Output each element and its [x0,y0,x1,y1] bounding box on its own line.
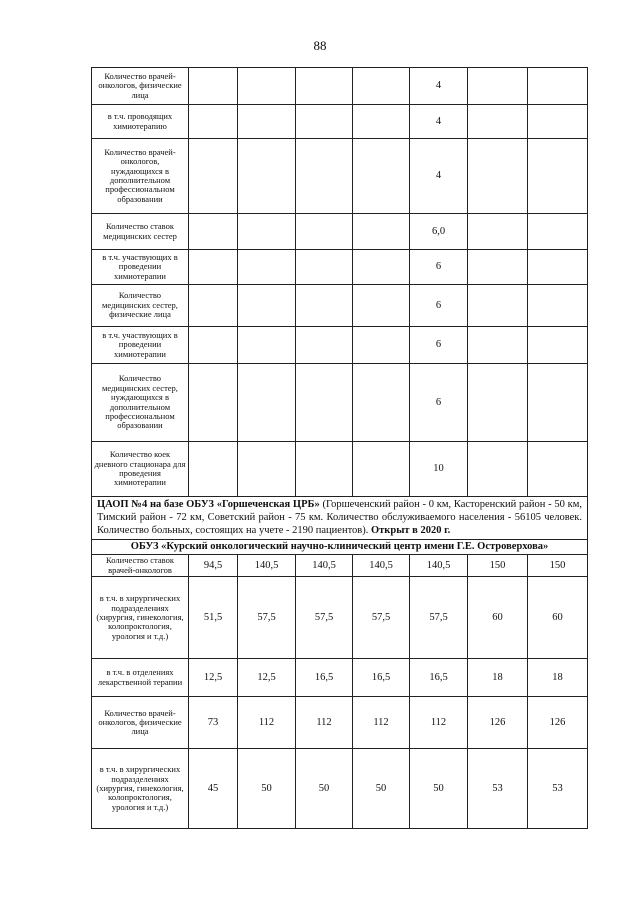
table-cell: 50 [296,749,353,829]
table-cell: 126 [528,697,588,749]
table-row [92,697,588,749]
table-cell: 16,5 [353,659,410,697]
table-cell [238,250,296,285]
page-number: 88 [313,38,327,53]
row-label: Количество коек дневного стационара для проведения химиотерапии [92,442,189,497]
table-cell: 6,0 [410,214,468,250]
row-label: в т.ч. участвующих в проведении химиотерапии [92,250,189,285]
table-cell [468,250,528,285]
table-cell [296,68,353,105]
row-label: Количество медицинских сестер, нуждающихся в дополнительном профессиональном образовании [92,364,189,442]
table-cell: 51,5 [189,577,238,659]
table-cell [296,285,353,327]
table-cell: 6 [410,364,468,442]
table-cell: 126 [468,697,528,749]
table-row [92,327,588,364]
staffing-table [91,67,588,829]
table-cell [468,327,528,364]
table-cell: 6 [410,285,468,327]
row-label: Количество ставок врачей-онкологов [92,555,189,577]
table-cell [238,214,296,250]
table-cell: 140,5 [238,555,296,577]
table-cell: 60 [528,577,588,659]
table-cell: 4 [410,139,468,214]
table-cell: 16,5 [410,659,468,697]
row-label: в т.ч. проводящих химиотерапию [92,105,189,139]
table-cell [468,442,528,497]
table-cell [296,442,353,497]
section-row [92,497,588,540]
table-cell [528,285,588,327]
table-cell [189,139,238,214]
section-title: ЦАОП №4 на базе ОБУЗ «Горшеченская ЦРБ» [97,499,320,510]
table-cell [296,327,353,364]
table-cell [189,364,238,442]
table-cell [189,214,238,250]
table-cell [296,250,353,285]
table-cell [296,214,353,250]
table-cell [353,214,410,250]
row-label: Количество врачей-онкологов, физические лица [92,68,189,105]
table-cell [353,364,410,442]
table-cell: 57,5 [410,577,468,659]
table-cell: 60 [468,577,528,659]
table-cell: 112 [410,697,468,749]
table-cell [189,250,238,285]
table-cell: 6 [410,327,468,364]
table-cell: 140,5 [296,555,353,577]
table-cell [189,105,238,139]
table-cell: 112 [238,697,296,749]
section-description [92,497,588,540]
table-cell: 50 [353,749,410,829]
table-cell [189,68,238,105]
table-cell [528,364,588,442]
org-title: ОБУЗ «Курский онкологический научно-клинический центр имени Г.Е. Островерхова» [92,540,588,555]
table-cell [528,68,588,105]
table-cell: 140,5 [410,555,468,577]
row-label: в т.ч. в хирургических подразделениях (хирургия, гинекология, колопроктология, урология и т.д.) [92,577,189,659]
table-cell [468,214,528,250]
table-cell: 94,5 [189,555,238,577]
table-cell [238,139,296,214]
table-cell [468,68,528,105]
row-label: Количество врачей-онкологов, нуждающихся в дополнительном профессиональном образовании [92,139,189,214]
table-cell: 57,5 [353,577,410,659]
row-label: Количество врачей-онкологов, физические лица [92,697,189,749]
table-row [92,105,588,139]
table-cell: 6 [410,250,468,285]
table-cell [353,285,410,327]
table-row [92,577,588,659]
table-row [92,214,588,250]
table-row [92,285,588,327]
table-cell [238,285,296,327]
table-row [92,442,588,497]
table-cell [238,68,296,105]
table-cell: 50 [410,749,468,829]
table-cell: 18 [468,659,528,697]
table-cell: 53 [528,749,588,829]
table-cell: 112 [296,697,353,749]
row-label: в т.ч. участвующих в проведении химиотерапии [92,327,189,364]
table-cell: 4 [410,105,468,139]
row-label: в т.ч. в хирургических подразделениях (хирургия, гинекология, колопроктология, урология и т.д.) [92,749,189,829]
section-opened: Открыт в 2020 г. [370,524,451,536]
table-cell [189,285,238,327]
table-cell: 45 [189,749,238,829]
table-cell [528,105,588,139]
table-cell: 73 [189,697,238,749]
table-cell [468,285,528,327]
table-cell [468,105,528,139]
table-cell [189,442,238,497]
row-label: Количество ставок медицинских сестер [92,214,189,250]
row-label: Количество медицинских сестер, физические лица [92,285,189,327]
org-row [92,540,588,555]
table-cell [528,250,588,285]
table-cell [528,139,588,214]
table-cell [296,364,353,442]
table-cell [238,105,296,139]
table-cell: 57,5 [238,577,296,659]
table-cell: 16,5 [296,659,353,697]
table-cell [528,327,588,364]
table-cell [468,139,528,214]
table-cell: 4 [410,68,468,105]
table-cell [238,442,296,497]
table-cell [189,327,238,364]
row-label: в т.ч. в отделениях лекарственной терапии [92,659,189,697]
table-cell: 18 [528,659,588,697]
table-row [92,749,588,829]
table-cell [238,327,296,364]
table-cell: 53 [468,749,528,829]
table-cell [353,250,410,285]
table-cell [296,139,353,214]
table-cell: 150 [468,555,528,577]
table-cell [353,68,410,105]
table-cell [468,364,528,442]
table-row [92,250,588,285]
table-cell: 50 [238,749,296,829]
table-cell: 140,5 [353,555,410,577]
table-cell: 57,5 [296,577,353,659]
table-cell [528,442,588,497]
table-cell: 150 [528,555,588,577]
table-cell: 12,5 [238,659,296,697]
table-cell [353,442,410,497]
section-text: (Горшеченский район - 0 км, Касторенский район - 50 км, Тимский район - 72 км, Советский район - 75 км. Количество обслуживаемого населения - 56105 человек. Количество больных, состоящих на учете - 2190 пациентов). [97,499,582,536]
table-cell [238,364,296,442]
table-row [92,139,588,214]
table-cell: 112 [353,697,410,749]
table-row [92,364,588,442]
table-cell [353,327,410,364]
table-cell: 10 [410,442,468,497]
table-cell [353,139,410,214]
table-cell: 12,5 [189,659,238,697]
table-row [92,68,588,105]
table-row [92,555,588,577]
table-row [92,659,588,697]
table-cell [528,214,588,250]
table-cell [353,105,410,139]
table-cell [296,105,353,139]
